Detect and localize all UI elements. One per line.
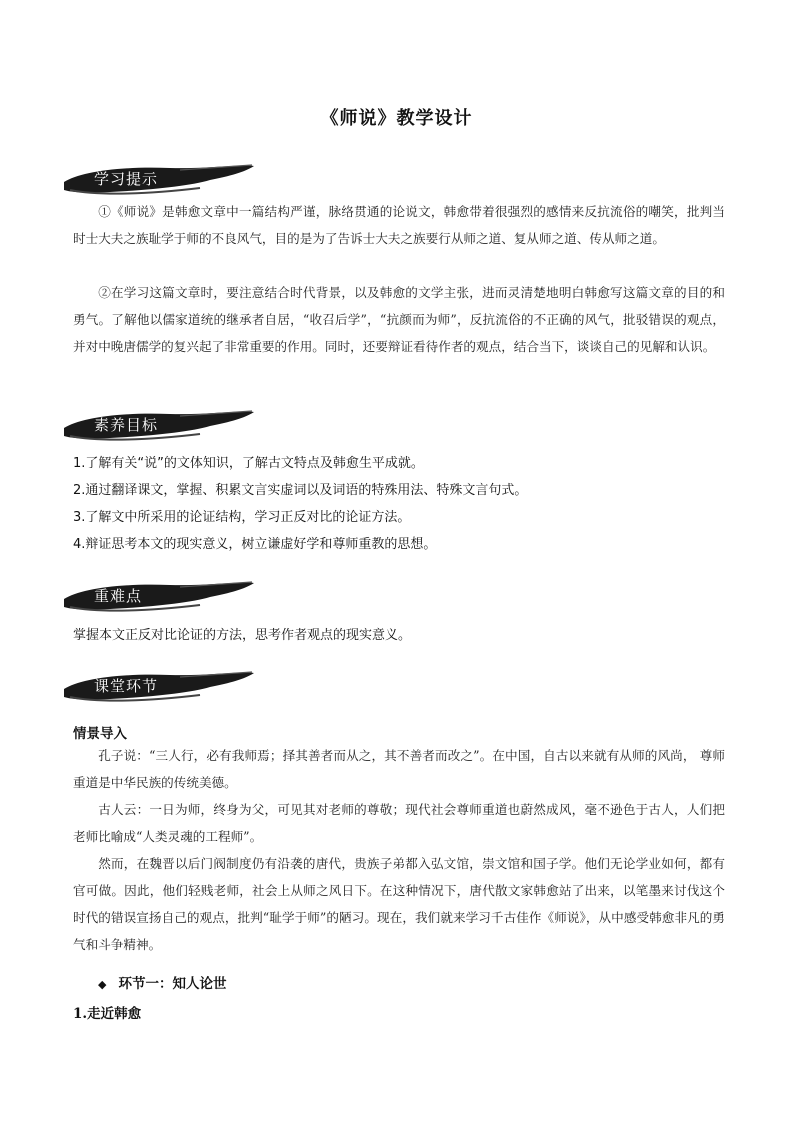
- intro-title: 情景导入: [73, 726, 127, 742]
- goals-list: [73, 450, 733, 558]
- list-item: 1.了解有关“说”的文体知识，了解古文特点及韩愈生平成就。: [73, 456, 424, 471]
- page-title: 《师说》教学设计: [320, 108, 473, 129]
- tips-paragraph-1: ①《师说》是韩愈文章中一篇结构严谨，脉络贯通的论说文，韩愈带着很强烈的感情来反抗流俗的嘲笑，批判当时士大夫之族耻学于师的不良风气，目的是为了告诉士大夫之族要行从师之道、复从师之道、传从师之道。: [73, 204, 725, 246]
- sub-heading-1: 1.走近韩愈: [73, 1006, 142, 1022]
- brush-stroke-icon: [60, 577, 256, 617]
- intro-paragraph-3: 然而，在魏晋以后门阀制度仍有沿袭的唐代，贵族子弟都入弘文馆，崇文馆和国子学。他们无论学业如何，都有官可做。因此，他们轻贱老师，社会上从师之风日下。在这种情况下，唐代散文家韩愈站了出来，以笔墨来讨伐这个时代的错误宣扬自己的观点，批判“耻学于师”的陋习。现在，我们就来学习千古佳作《师说》，从中感受韩愈非凡的勇气和斗争精神。: [73, 856, 725, 952]
- section-heading: 素养目标: [94, 416, 159, 434]
- tips-paragraph-2: ②在学习这篇文章时，要注意结合时代背景，以及韩愈的文学主张，进而灵清楚地明白韩愈写这篇文章的目的和勇气。了解他以儒家道统的继承者自居，“收召后学”，“抗颜而为师”，反抗流俗的不正确的风气，批驳错误的观点，并对中晚唐儒学的复兴起了非常重要的作用。同时，还要辩证看待作者的观点，结合当下，谈谈自己的见解和认识。: [73, 285, 725, 354]
- section-heading: 重难点: [94, 587, 143, 605]
- section-banner-tips: [60, 160, 256, 200]
- diamond-bullet-icon: ◆: [98, 978, 107, 991]
- section-heading: 学习提示: [94, 170, 159, 188]
- intro-paragraph-1: 孔子说：“三人行，必有我师焉；择其善者而从之，其不善者而改之”。在中国，自古以来就有从师的风尚， 尊师重道是中华民族的传统美德。: [73, 748, 725, 790]
- list-item: 3.了解文中所采用的论证结构，学习正反对比的论证方法。: [73, 510, 411, 525]
- list-item: 4.辩证思考本文的现实意义，树立谦虚好学和尊师重教的思想。: [73, 537, 437, 552]
- step-one-heading: ◆ 环节一：知人论世: [98, 976, 227, 992]
- section-banner-goals: [60, 406, 256, 446]
- key-text: 掌握本文正反对比论证的方法，思考作者观点的现实意义。: [73, 628, 412, 643]
- section-banner-key: [60, 577, 256, 617]
- list-item: 2.通过翻译课文，掌握、积累文言实虚词以及词语的特殊用法、特殊文言句式。: [73, 483, 528, 498]
- section-banner-class: [60, 667, 256, 707]
- intro-paragraph-2: 古人云：一日为师，终身为父，可见其对老师的尊敬；现代社会尊师重道也蔚然成风，毫不逊色于古人，人们把老师比喻成“人类灵魂的工程师”。: [73, 802, 725, 844]
- section-heading: 课堂环节: [94, 677, 159, 695]
